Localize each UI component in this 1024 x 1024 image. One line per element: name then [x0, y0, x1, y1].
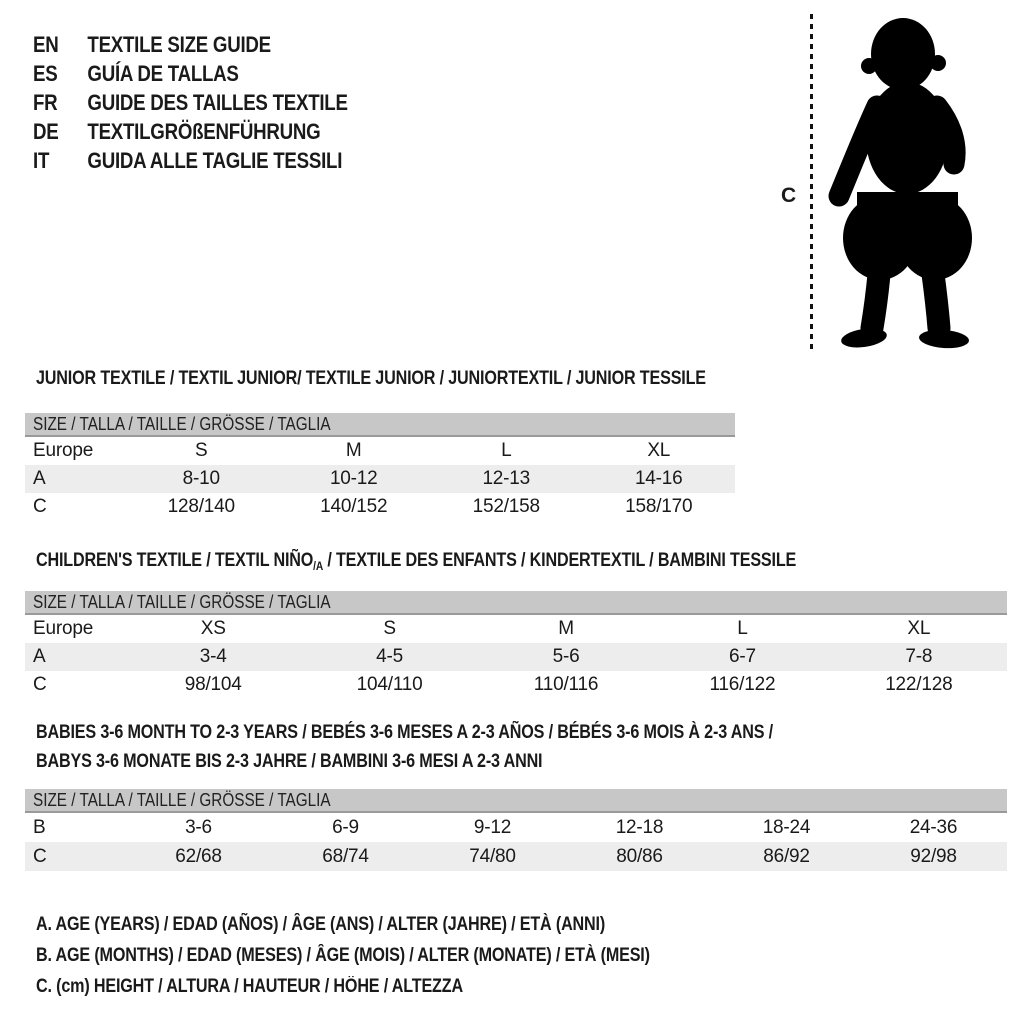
size-cell: 86/92 — [763, 846, 810, 867]
row-label: C — [33, 846, 47, 867]
language-title: TEXTILE SIZE GUIDE — [87, 32, 271, 57]
table-header — [25, 789, 1007, 813]
row-label: Europe — [33, 618, 94, 639]
language-row-inner — [33, 146, 342, 175]
table-header-text: SIZE / TALLA / TAILLE / GRÖSSE / TAGLIA — [33, 414, 331, 434]
size-table-children — [25, 591, 1007, 699]
language-code: FR — [33, 90, 58, 115]
size-table-babies — [25, 789, 1007, 871]
language-row-inner — [33, 30, 271, 59]
section-heading-babies — [36, 718, 903, 776]
size-cell: 9-12 — [473, 817, 512, 838]
section-heading-children — [36, 546, 930, 581]
language-title: GUIDA ALLE TAGLIE TESSILI — [87, 148, 343, 173]
heading-subscript: /A — [313, 559, 324, 573]
section-heading-junior — [36, 364, 824, 393]
note-line-b — [36, 940, 758, 971]
section-heading-text: JUNIOR TEXTILE / TEXTIL JUNIOR/ TEXTILE JUNIOR / JUNIORTEXTIL / JUNIOR TESSILE — [36, 368, 706, 389]
table-row — [25, 437, 735, 465]
language-code: DE — [33, 119, 59, 144]
row-label: A — [33, 468, 46, 489]
language-row — [33, 117, 403, 146]
table-row — [25, 615, 1007, 643]
language-code: ES — [33, 61, 58, 86]
size-cell: 12-18 — [615, 817, 664, 838]
note-line-a — [36, 909, 758, 940]
size-cell: M — [558, 618, 574, 639]
table-row — [25, 671, 1007, 699]
size-cell: 92/98 — [910, 846, 957, 867]
note-text: A. AGE (YEARS) / EDAD (AÑOS) / ÂGE (ANS) / ALTER (JAHRE) / ETÀ (ANNI) — [36, 914, 606, 935]
footnotes — [36, 909, 758, 1002]
note-text: C. (cm) HEIGHT / ALTURA / HAUTEUR / HÖHE / ALTEZZA — [36, 976, 463, 997]
language-title-block — [33, 30, 403, 175]
size-cell: 74/80 — [469, 846, 516, 867]
table-row — [25, 813, 1007, 842]
height-dotted-line — [810, 14, 813, 354]
size-cell: M — [345, 440, 362, 461]
table-header-text: SIZE / TALLA / TAILLE / GRÖSSE / TAGLIA — [33, 592, 331, 612]
size-cell: 110/116 — [533, 674, 599, 695]
table-header — [25, 591, 1007, 615]
language-code: EN — [33, 32, 59, 57]
language-row — [33, 88, 403, 117]
size-cell: 7-8 — [905, 646, 933, 667]
size-cell: 104/110 — [356, 674, 423, 695]
size-cell: L — [501, 440, 512, 461]
size-cell: 158/170 — [625, 496, 693, 517]
language-row-inner — [33, 59, 239, 88]
table-header-text: SIZE / TALLA / TAILLE / GRÖSSE / TAGLIA — [33, 790, 331, 810]
row-label: Europe — [33, 440, 94, 461]
language-title: GUIDE DES TAILLES TEXTILE — [87, 90, 348, 115]
size-table-junior — [25, 413, 735, 521]
heading-part: / TEXTILE DES ENFANTS / KINDERTEXTIL / BAMBINI TESSILE — [323, 550, 797, 571]
size-cell: 152/158 — [472, 496, 540, 517]
size-cell: 140/152 — [320, 496, 388, 517]
size-cell: 116/122 — [709, 674, 776, 695]
row-label: C — [33, 496, 47, 517]
size-cell: S — [195, 440, 208, 461]
size-cell: 6-7 — [728, 646, 756, 667]
size-cell: XL — [647, 440, 671, 461]
size-cell: XS — [200, 618, 226, 639]
language-row-inner — [33, 88, 348, 117]
size-cell: S — [383, 618, 396, 639]
size-cell: 3-6 — [185, 817, 212, 838]
language-row-inner — [33, 117, 320, 146]
note-text: B. AGE (MONTHS) / EDAD (MESES) / ÂGE (MOIS) / ALTER (MONATE) / ETÀ (MESI) — [36, 945, 650, 966]
size-cell: 80/86 — [616, 846, 663, 867]
size-cell: 4-5 — [376, 646, 404, 667]
size-cell: 122/128 — [885, 674, 953, 695]
language-row — [33, 146, 403, 175]
size-cell: 12-13 — [482, 468, 531, 489]
size-cell: 5-6 — [552, 646, 580, 667]
size-cell: 10-12 — [329, 468, 378, 489]
size-cell: 6-9 — [332, 817, 359, 838]
size-cell: L — [737, 618, 748, 639]
language-row — [33, 30, 403, 59]
row-label: A — [33, 646, 46, 667]
table-row — [25, 643, 1007, 671]
section-heading-text: BABYS 3-6 MONATE BIS 2-3 JAHRE / BAMBINI 3-6 MESI A 2-3 ANNI — [36, 751, 543, 772]
row-label: B — [33, 817, 46, 838]
table-row — [25, 465, 735, 493]
toddler-silhouette-icon — [827, 10, 1002, 359]
section-heading-text — [36, 546, 796, 581]
language-title: TEXTILGRÖßENFÜHRUNG — [87, 119, 321, 144]
table-row — [25, 842, 1007, 871]
note-line-c — [36, 971, 758, 1002]
size-cell: 98/104 — [184, 674, 242, 695]
section-heading-text: BABIES 3-6 MONTH TO 2-3 YEARS / BEBÉS 3-6 MESES A 2-3 AÑOS / BÉBÉS 3-6 MOIS À 2-3 ANS / — [36, 722, 773, 743]
size-cell: 62/68 — [175, 846, 222, 867]
size-cell: 24-36 — [909, 817, 958, 838]
language-title: GUÍA DE TALLAS — [87, 61, 239, 86]
size-cell: 68/74 — [322, 846, 369, 867]
size-cell: 14-16 — [634, 468, 683, 489]
size-cell: 18-24 — [762, 817, 811, 838]
size-cell: 3-4 — [199, 646, 227, 667]
language-code: IT — [33, 148, 50, 173]
heading-part: CHILDREN'S TEXTILE / TEXTIL NIÑO — [36, 550, 314, 571]
size-cell: 8-10 — [182, 468, 220, 489]
table-header — [25, 413, 735, 437]
size-cell: 128/140 — [167, 496, 235, 517]
height-measure-label: C — [781, 184, 797, 207]
table-row — [25, 493, 735, 521]
size-cell: XL — [907, 618, 931, 639]
row-label: C — [33, 674, 47, 695]
language-row — [33, 59, 403, 88]
